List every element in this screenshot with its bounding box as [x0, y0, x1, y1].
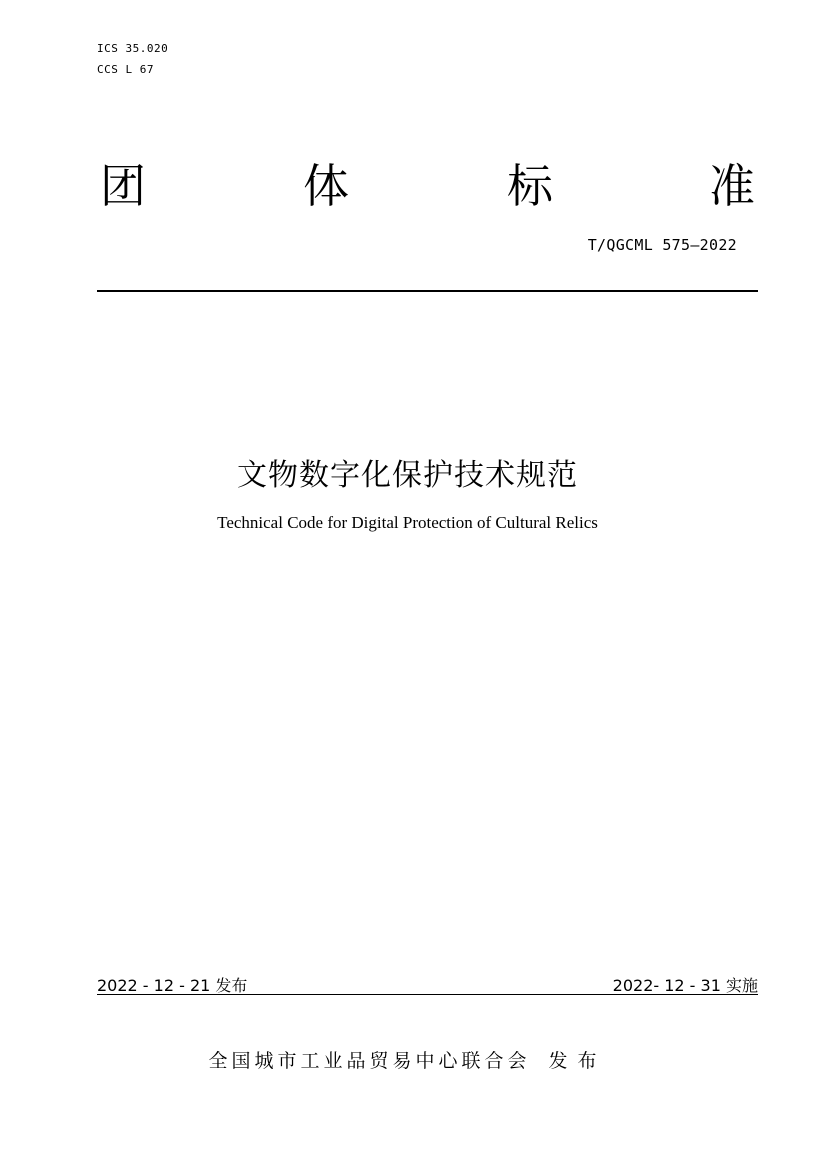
- issue-date: 2022 - 12 - 21 发布: [97, 976, 248, 995]
- header-char-2: 体: [303, 159, 349, 213]
- header-char-1: 团: [100, 159, 146, 213]
- implementation-date: 2022- 12 - 31 实施: [612, 976, 758, 995]
- ccs-code: CCS L 67: [97, 63, 154, 76]
- dates-row: [97, 973, 758, 995]
- publisher-suffix: 发布: [548, 1050, 607, 1072]
- document-title-chinese: 文物数字化保护技术规范: [237, 458, 578, 493]
- header-divider: [97, 290, 758, 292]
- ics-code: ICS 35.020: [97, 42, 169, 55]
- publisher-name: 全国城市工业品贸易中心联合会: [208, 1050, 531, 1072]
- publisher-line: [0, 1046, 815, 1073]
- document-title-english: Technical Code for Digital Protection of Cultural Relics: [217, 513, 598, 532]
- header-char-4: 准: [709, 159, 755, 213]
- standard-number: T/QGCML 575—2022: [587, 236, 737, 254]
- header-char-3: 标: [507, 159, 553, 213]
- footer-divider: [97, 994, 758, 995]
